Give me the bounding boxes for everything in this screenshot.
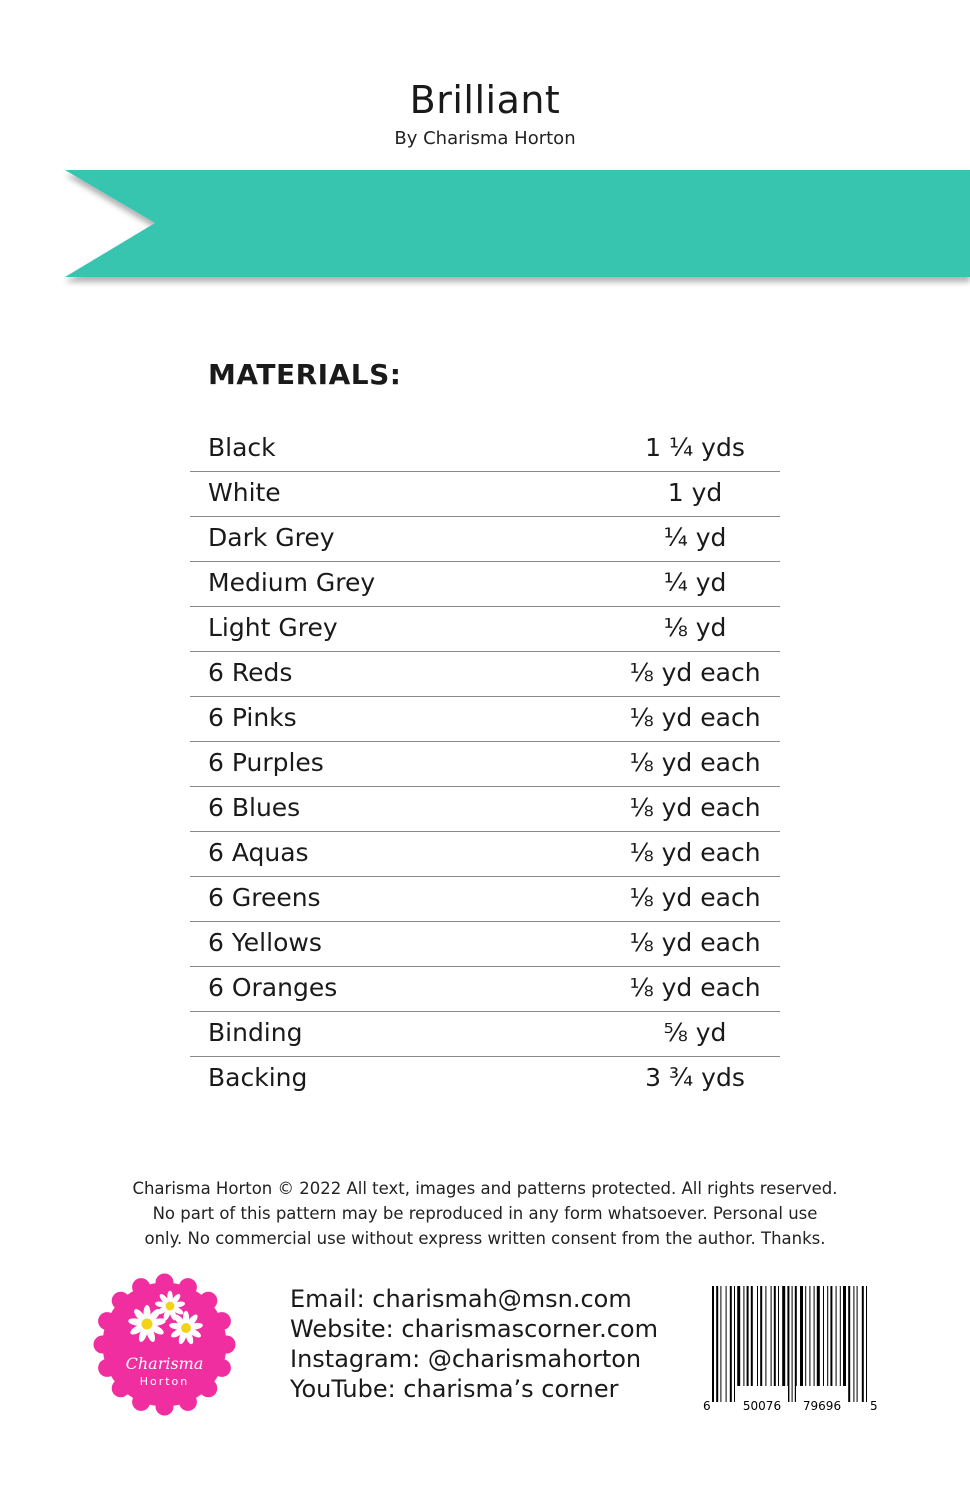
materials-row <box>190 922 780 967</box>
barcode-bar <box>774 1286 776 1402</box>
materials-row <box>190 697 780 742</box>
contact-website: Website: charismascorner.com <box>290 1315 658 1343</box>
barcode-bar <box>843 1286 846 1402</box>
barcode-bar <box>737 1286 740 1402</box>
material-name: White <box>208 478 281 507</box>
material-name: 6 Aquas <box>208 838 309 867</box>
barcode-bar <box>795 1286 797 1402</box>
barcode-digit-right: 5 <box>870 1399 878 1413</box>
materials-row <box>190 787 780 832</box>
materials-row <box>190 877 780 922</box>
material-name: Binding <box>208 1018 303 1047</box>
material-name: 6 Yellows <box>208 928 322 957</box>
materials-row <box>190 1012 780 1057</box>
logo-surname-text: Horton <box>139 1375 190 1388</box>
materials-table <box>190 427 780 1101</box>
materials-heading: MATERIALS: <box>208 358 402 391</box>
materials-row <box>190 652 780 697</box>
material-amount: ⅛ yd each <box>629 703 761 732</box>
materials-row <box>190 472 780 517</box>
barcode-bar <box>734 1286 735 1402</box>
barcode-bar <box>765 1286 766 1402</box>
barcode-bar <box>743 1286 744 1402</box>
charisma-horton-logo <box>92 1272 237 1417</box>
barcode-bar <box>778 1286 779 1402</box>
barcode-bars <box>712 1286 867 1402</box>
material-name: Medium Grey <box>208 568 376 597</box>
material-amount: ⅛ yd each <box>629 928 761 957</box>
barcode-bar <box>836 1286 837 1402</box>
contact-info <box>290 1284 658 1404</box>
material-name: Black <box>208 433 276 462</box>
barcode-bar <box>792 1286 793 1402</box>
material-name: Dark Grey <box>208 523 335 552</box>
barcode-digit-left: 6 <box>703 1399 711 1413</box>
barcode-bar <box>716 1286 718 1402</box>
materials-row <box>190 607 780 652</box>
material-amount: ¼ yd <box>663 568 727 597</box>
barcode-bar <box>712 1286 714 1402</box>
material-name: 6 Blues <box>208 793 301 822</box>
material-amount: ⅛ yd each <box>629 793 761 822</box>
barcode-bar <box>751 1286 753 1402</box>
copyright-line: No part of this pattern may be reproduced in any form whatsoever. Personal use <box>152 1204 818 1223</box>
copyright-notice <box>110 1176 860 1251</box>
author-byline: By Charisma Horton <box>394 128 576 149</box>
material-name: 6 Greens <box>208 883 321 912</box>
barcode-bar <box>817 1286 820 1402</box>
copyright-line: only. No commercial use without express written consent from the author. Thanks. <box>144 1229 826 1248</box>
barcode-bar <box>848 1286 850 1402</box>
materials-row <box>190 1057 780 1101</box>
contact-email: Email: charismah@msn.com <box>290 1285 632 1313</box>
logo-name-text: Charisma <box>125 1354 204 1373</box>
barcode-bar <box>857 1286 858 1402</box>
barcode-bar <box>866 1286 867 1402</box>
material-name: 6 Oranges <box>208 973 338 1002</box>
materials-row <box>190 517 780 562</box>
barcode-bar <box>823 1286 824 1402</box>
material-name: 6 Pinks <box>208 703 297 732</box>
contact-youtube: YouTube: charisma’s corner <box>290 1375 619 1403</box>
material-amount: ⅛ yd each <box>629 658 761 687</box>
material-name: Backing <box>208 1063 308 1092</box>
material-amount: ⅛ yd each <box>629 748 761 777</box>
barcode-bar <box>800 1286 803 1402</box>
material-amount: 1 ¼ yds <box>645 433 745 462</box>
barcode-bar <box>853 1286 854 1402</box>
material-name: 6 Purples <box>208 748 324 777</box>
barcode-bar <box>787 1286 789 1402</box>
barcode-bar <box>827 1286 828 1402</box>
barcode-bar <box>840 1286 841 1402</box>
materials-row <box>190 967 780 1012</box>
materials-row <box>190 562 780 607</box>
material-amount: ⅛ yd each <box>629 973 761 1002</box>
materials-row <box>190 427 780 472</box>
copyright-line: Charisma Horton © 2022 All text, images and patterns protected. All rights reserved. <box>132 1179 838 1198</box>
barcode-bar <box>757 1286 758 1402</box>
scalloped-badge <box>94 1274 236 1416</box>
material-name: Light Grey <box>208 613 338 642</box>
barcode-bar <box>747 1286 749 1402</box>
material-amount: ⅛ yd each <box>629 838 761 867</box>
barcode-bar <box>760 1286 762 1402</box>
barcode-bar <box>862 1286 864 1402</box>
material-amount: 1 yd <box>667 478 723 507</box>
barcode-bar <box>782 1286 785 1402</box>
barcode-bar <box>726 1286 727 1402</box>
pattern-title: Brilliant <box>409 78 561 122</box>
barcode-bar <box>830 1286 832 1402</box>
barcode-bar <box>730 1286 732 1402</box>
material-amount: 3 ¾ yds <box>645 1063 745 1092</box>
material-name: 6 Reds <box>208 658 293 687</box>
materials-row <box>190 742 780 787</box>
barcode-bar <box>809 1286 810 1402</box>
teal-banner <box>0 165 970 290</box>
barcode-group-1: 50076 <box>742 1399 782 1413</box>
material-amount: ⅝ yd <box>663 1018 727 1047</box>
barcode-bar <box>771 1286 772 1402</box>
barcode-bar <box>720 1286 721 1402</box>
upc-barcode <box>700 1284 880 1414</box>
barcode-bar <box>814 1286 815 1402</box>
material-amount: ¼ yd <box>663 523 727 552</box>
barcode-group-2: 79696 <box>802 1399 842 1413</box>
material-amount: ⅛ yd <box>663 613 727 642</box>
contact-instagram: Instagram: @charismahorton <box>290 1345 642 1373</box>
material-amount: ⅛ yd each <box>629 883 761 912</box>
materials-row <box>190 832 780 877</box>
barcode-bar <box>805 1286 806 1402</box>
